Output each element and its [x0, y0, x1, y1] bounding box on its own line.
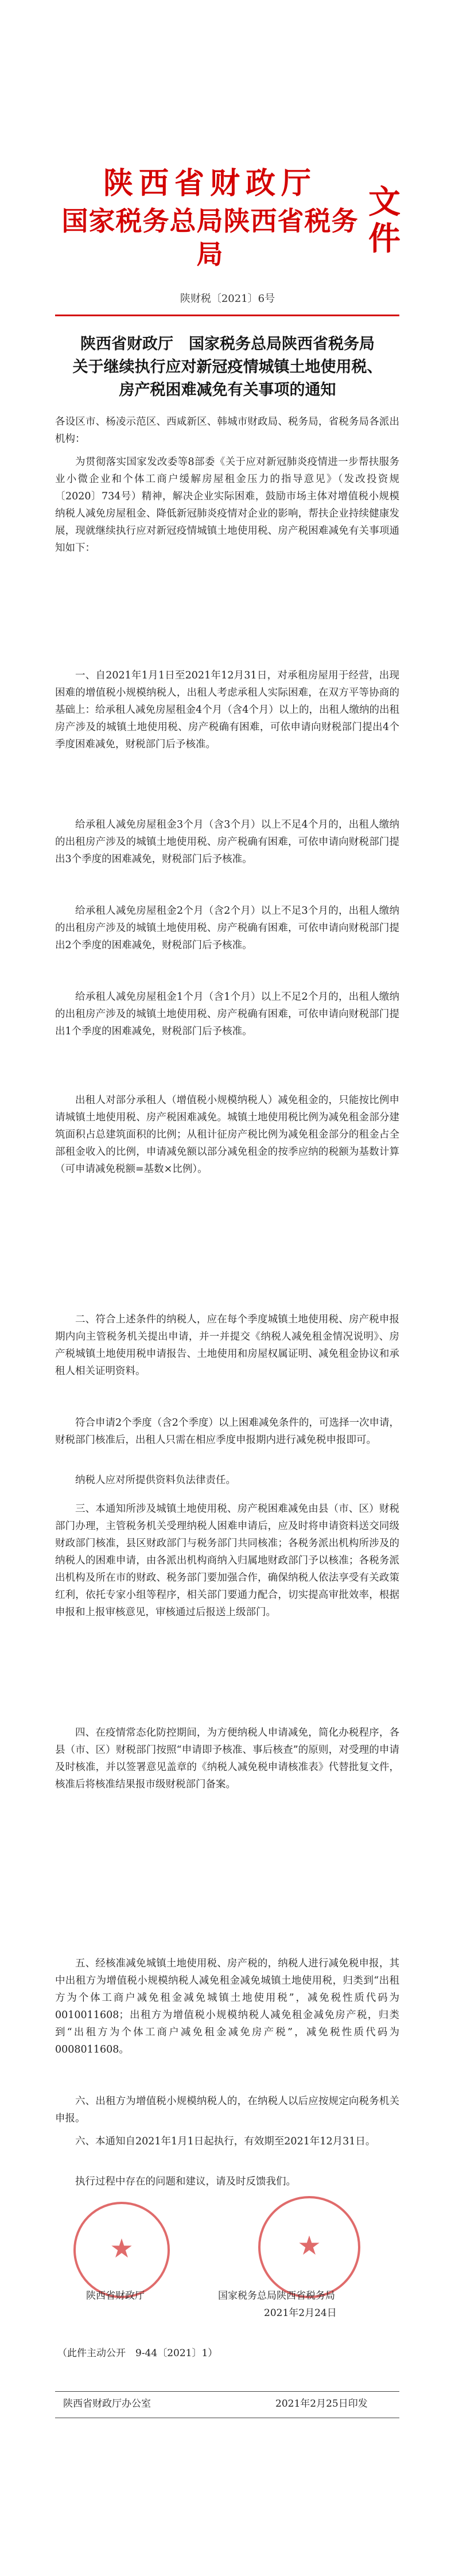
- page-1: [0, 0, 455, 644]
- item-4: 四、在疫情常态化防控期间，为方便纳税人申请减免，简化办税程序，各县（市、区）财税部门按照“申请即予核准、事后核查”的原则，对受理的申请及时核准，并以签署意见盖章的《纳税人减免税申请核准表》代替批复文件，核准后将核准结果报市级财税部门备案。: [55, 1727, 399, 1790]
- item-2b: 符合申请2个季度（含2个季度）以上困难减免条件的，可选择一次申请，财税部门核准后，出租人只需在相应季度申报期内进行减免税申报即可。: [55, 1417, 399, 1446]
- signature-date: 2021年2月24日: [264, 2307, 337, 2319]
- item-6: 六、本通知自2021年1月1日起执行，有效期至2021年12月31日。: [75, 2136, 376, 2147]
- item-3: 三、本通知所涉及城镇土地使用税、房产税困难减免由县（市、区）财税部门办理，主管税务机关受理纳税人困难申请后，应及时将申请资料送交同级财政部门核准，县区财政部门与税务部门共同核准；各税务派出机构所涉及的纳税人的困难申请，由各派出机构商纳入归属地财政部门予以核准；各税务派出机构及所在市的财政、税务部门要加强合作，确保纳税人依法享受有关政策红利，依托专家小组等程序，相关部门要通力配合，切实提高审批效率，根据申报和上报审核意见，审核通过后报送上级部门。: [55, 1503, 399, 1618]
- item-5b: 六、出租方为增值税小规模纳税人的，在纳税人以后应按规定向税务机关申报。: [55, 2096, 399, 2124]
- item-7: 执行过程中存在的问题和建议，请及时反馈我们。: [75, 2176, 296, 2187]
- title-line-1: 陕西省财政厅 国家税务总局陕西省税务局: [80, 335, 375, 353]
- item-1c: 给承租人减免房屋租金2个月（含2个月）以上不足3个月的，出租人缴纳的出租房产涉及的城镇土地使用税、房产税确有困难，可依申请向财税部门提出2个季度的困难减免，财税部门后予核准。: [55, 905, 399, 951]
- seal-finance-dept: [73, 2202, 170, 2298]
- page-3: [0, 1288, 455, 1932]
- issuer-line-1: 陕西省财政厅: [103, 166, 317, 201]
- document-number: 陕财税〔2021〕6号: [180, 293, 275, 305]
- intro-paragraph: 为贯彻落实国家发改委等8部委《关于应对新冠肺炎疫情进一步帮扶服务业小微企业和个体工商户缓解房屋租金压力的指导意见》（发改投资规〔2020〕734号）精神，解决企业实际困难，鼓励市场主体对增值税小规模纳税人减免房屋租金、降低新冠肺炎疫情对企业的影响，帮扶企业持续健康发展，现就继续执行应对新冠疫情城镇土地使用税、房产税困难减免有关事项通知如下：: [55, 456, 399, 554]
- document-title: [40, 333, 415, 402]
- item-2: 二、符合上述条件的纳税人，应在每个季度城镇土地使用税、房产税申报期内向主管税务机关提出申请，并一并提交《纳税人减免租金情况说明》、房产税城镇土地使用税申请报告、土地使用和房屋权属证明、减免租金协议和承租人相关证明资料。: [55, 1314, 399, 1377]
- footer-rule-top: [55, 2391, 399, 2392]
- red-divider: [55, 315, 399, 316]
- star-icon: ★: [297, 2230, 321, 2261]
- addressee: 各设区市、杨凌示范区、西咸新区、韩城市财政局、税务局，省税务局各派出机构：: [55, 416, 399, 445]
- seal-tax-bureau: [258, 2196, 360, 2298]
- signature-left: 陕西省财政厅: [86, 2290, 145, 2302]
- signature-right: 国家税务总局陕西省税务局: [218, 2290, 335, 2302]
- item-1: 一、自2021年1月1日至2021年12月31日，对承租房屋用于经营，出现困难的增值税小规模纳税人，出租人考虑承租人实际困难，在双方平等协商的基础上：给承租人减免房屋租金4个月（含4个月）以上的，出租人缴纳的出租房产涉及的城镇土地使用税、房产税确有困难，可依申请向财税部门提出4个季度困难减免，财税部门后予核准。: [55, 670, 399, 750]
- disclosure-note: （此件主动公开 9-44〔2021〕1）: [57, 2348, 218, 2359]
- item-5: 五、经核准减免城镇土地使用税、房产税的，纳税人进行减免税申报，其中出租方为增值税小规模纳税人减免租金减免城镇土地使用税，归类到“出租方为个体工商户减免租金减免城镇土地使用税”，减免税性质代码为0010011608；出租方为增值税小规模纳税人减免租金减免房产税，归类到“出租方为个体工商户减免租金减免房产税”，减免税性质代码为0008011608。: [55, 1958, 399, 2055]
- title-line-2: 关于继续执行应对新冠疫情城镇土地使用税、: [72, 358, 383, 376]
- page-4: [0, 1932, 455, 2576]
- star-icon: ★: [110, 2233, 134, 2264]
- issuer-line-2: 国家税务总局陕西省税务局: [61, 205, 359, 270]
- title-line-3: 房产税困难减免有关事项的通知: [119, 381, 336, 399]
- document-header: [55, 166, 400, 270]
- footer-print-date: 2021年2月25日印发: [275, 2398, 368, 2410]
- item-1d: 给承租人减免房屋租金1个月（含1个月）以上不足2个月的，出租人缴纳的出租房产涉及的城镇土地使用税、房产税确有困难，可依申请向财税部门提出1个季度的困难减免，财税部门后予核准。: [55, 991, 399, 1037]
- page-2: [0, 644, 455, 1288]
- footer-office: 陕西省财政厅办公室: [63, 2398, 151, 2410]
- item-1e: 出租人对部分承租人（增值税小规模纳税人）减免租金的，只能按比例申请城镇土地使用税、房产税困难减免。城镇土地使用税比例为减免租金部分建筑面积占总建筑面积的比例；从租计征房产税比例为减免租金部分的租金占全部租金收入的比例，申请减免额以部分减免租金的按季应纳的税额为基数计算（可申请减免税额=基数×比例）。: [55, 1095, 399, 1175]
- document-suffix: 文件: [368, 183, 400, 258]
- item-1b: 给承租人减免房屋租金3个月（含3个月）以上不足4个月的，出租人缴纳的出租房产涉及的城镇土地使用税、房产税确有困难，可依申请向财税部门提出3个季度的困难减免，财税部门后予核准。: [55, 819, 399, 865]
- item-2c: 纳税人应对所提供资料负法律责任。: [75, 1475, 236, 1486]
